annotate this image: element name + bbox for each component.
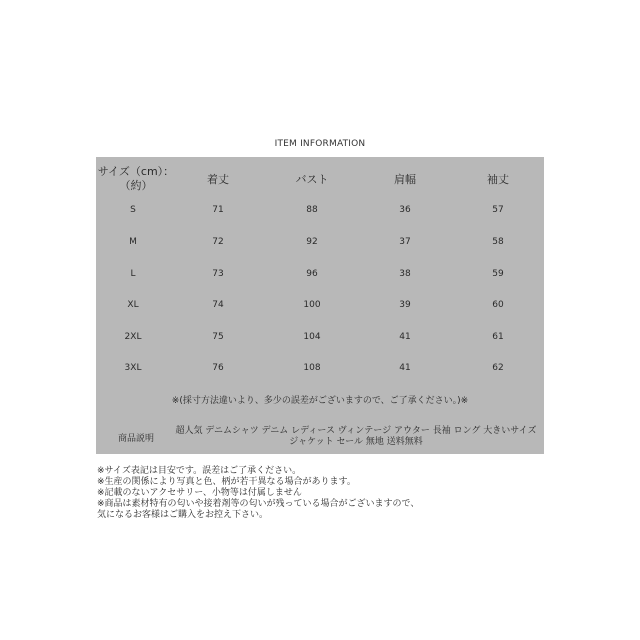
description-line: ジャケット セール 無地 送料無料 <box>289 437 423 447</box>
sleeve-value: 58 <box>492 237 504 247</box>
sleeve-value: 62 <box>492 363 504 373</box>
table-row <box>96 327 544 347</box>
footer-note: ※サイズ表記は目安です。誤差はご了承ください。 <box>97 466 302 476</box>
length-value: 76 <box>212 363 224 373</box>
product-description-label: 商品説明 <box>117 434 154 444</box>
page-title: ITEM INFORMATION <box>274 139 366 149</box>
size-label: XL <box>127 300 139 310</box>
size-unit-label <box>97 165 175 193</box>
header-shoulder: 肩幅 <box>394 173 416 186</box>
shoulder-value: 37 <box>399 237 411 247</box>
bust-value: 104 <box>303 332 321 342</box>
header-sleeve: 袖丈 <box>487 173 509 186</box>
footer-note: ※商品は素材特有の匂いや接着剤等の匂いが残っている場合がございますので、 <box>97 499 420 509</box>
shoulder-value: 38 <box>399 269 411 279</box>
table-row <box>96 200 544 220</box>
description-line: 超人気 デニムシャツ デニム レディース ヴィンテージ アウター 長袖 ロング 大きいサイズ <box>175 426 537 436</box>
shoulder-value: 41 <box>399 332 411 342</box>
table-row <box>96 232 544 252</box>
footer-note: 気になるお客様はご購入をお控え下さい。 <box>97 510 269 520</box>
sleeve-value: 60 <box>492 300 504 310</box>
length-value: 72 <box>212 237 224 247</box>
shoulder-value: 41 <box>399 363 411 373</box>
size-label: S <box>130 205 136 215</box>
bust-value: 96 <box>306 269 318 279</box>
shoulder-value: 36 <box>399 205 411 215</box>
footer-note: ※生産の関係により写真と色、柄が若干異なる場合があります。 <box>97 477 356 487</box>
size-approx-line: （約） <box>119 179 153 192</box>
size-table-panel <box>96 157 544 454</box>
product-description-text <box>172 426 540 448</box>
length-value: 74 <box>212 300 224 310</box>
sleeve-value: 61 <box>492 332 504 342</box>
bust-value: 92 <box>306 237 318 247</box>
bust-value: 100 <box>303 300 321 310</box>
table-row <box>96 358 544 378</box>
length-value: 73 <box>212 269 224 279</box>
table-row <box>96 264 544 284</box>
sleeve-value: 59 <box>492 269 504 279</box>
length-value: 71 <box>212 205 224 215</box>
bust-value: 88 <box>306 205 318 215</box>
sleeve-value: 57 <box>492 205 504 215</box>
footer-notes <box>97 466 537 521</box>
size-label: 2XL <box>124 332 142 342</box>
table-row <box>96 295 544 315</box>
footer-note: ※記載のないアクセサリー、小物等は付属しません <box>97 488 302 498</box>
measurement-note: ※(採寸方法違いより、多少の誤差がございますので、ご了承ください。)※ <box>171 396 469 406</box>
size-label: M <box>129 237 137 247</box>
size-label: L <box>130 269 136 279</box>
length-value: 75 <box>212 332 224 342</box>
shoulder-value: 39 <box>399 300 411 310</box>
header-bust: バスト <box>295 173 329 186</box>
header-length: 着丈 <box>207 173 229 186</box>
size-unit-line: サイズ（cm）： <box>97 165 175 178</box>
bust-value: 108 <box>303 363 321 373</box>
size-label: 3XL <box>124 363 142 373</box>
